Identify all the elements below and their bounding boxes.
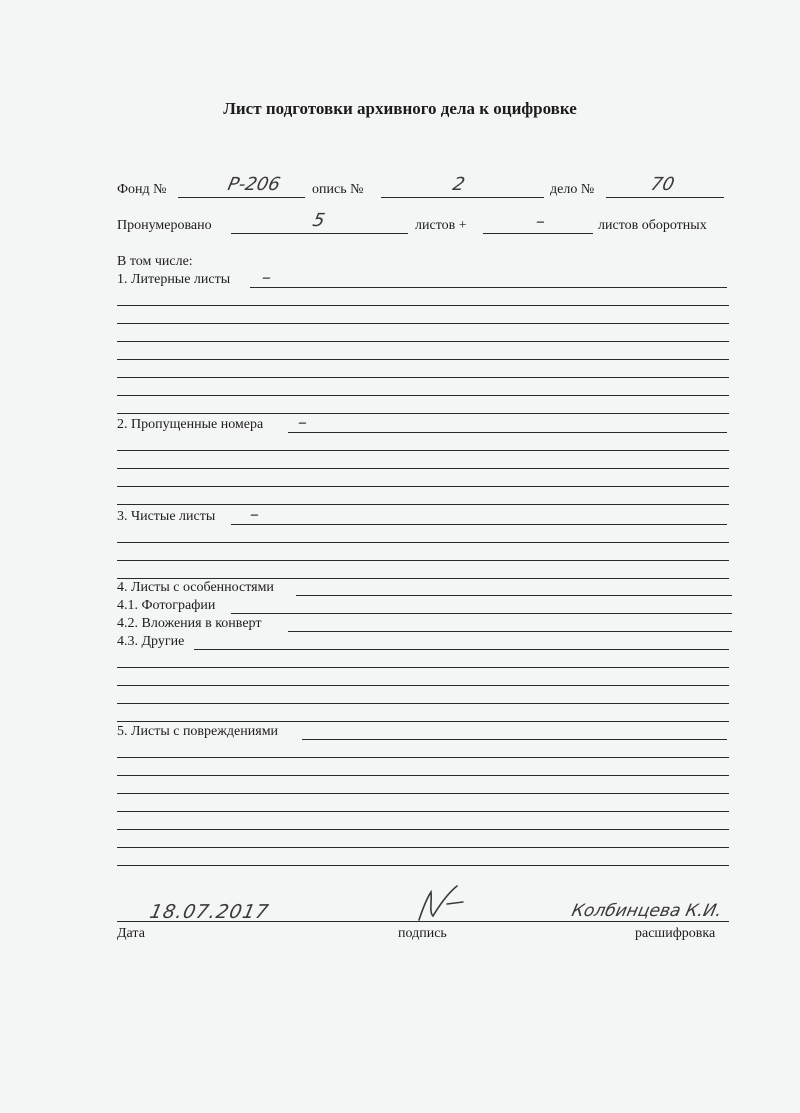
section2-underline: [288, 432, 727, 433]
numbered-value: 5: [310, 210, 327, 231]
numbered-label: Пронумеровано: [117, 218, 212, 233]
blank-line: [117, 793, 729, 794]
blank-line: [117, 865, 729, 866]
blank-line: [117, 504, 729, 505]
blank-line: [117, 560, 729, 561]
blank-line: [117, 413, 729, 414]
section42-label: 4.2. Вложения в конверт: [117, 616, 262, 631]
section3-value: –: [247, 504, 262, 525]
section41-underline: [231, 613, 732, 614]
section41-label: 4.1. Фотографии: [117, 598, 216, 613]
blank-line: [117, 323, 729, 324]
delo-underline: [606, 197, 724, 198]
blank-line: [117, 829, 729, 830]
section42-underline: [288, 631, 732, 632]
date-label: Дата: [117, 926, 145, 941]
delo-value: 70: [648, 174, 677, 195]
blank-line: [117, 341, 729, 342]
section2-value: –: [295, 412, 310, 433]
section43-label: 4.3. Другие: [117, 634, 185, 649]
blank-line: [117, 359, 729, 360]
section3-label: 3. Чистые листы: [117, 509, 216, 524]
section43-underline: [194, 649, 729, 650]
blank-line: [117, 450, 729, 451]
blank-line: [117, 775, 729, 776]
blank-line: [117, 811, 729, 812]
decoding-label: расшифровка: [635, 926, 716, 941]
blank-line: [117, 395, 729, 396]
section3-underline: [231, 524, 727, 525]
blank-line: [117, 486, 729, 487]
blank-line: [117, 468, 729, 469]
signature-label: подпись: [398, 926, 447, 941]
reverse-value: –: [533, 211, 548, 232]
section1-value: –: [259, 267, 274, 288]
blank-line: [117, 757, 729, 758]
reverse-underline: [483, 233, 593, 234]
delo-label: дело №: [550, 182, 595, 197]
opis-value: 2: [450, 174, 467, 195]
section1-underline: [250, 287, 727, 288]
including-label: В том числе:: [117, 254, 193, 269]
blank-line: [117, 578, 729, 579]
sheets-plus-label: листов +: [415, 218, 467, 233]
fond-label: Фонд №: [117, 182, 167, 197]
section4-label: 4. Листы с особенностями: [117, 580, 274, 595]
blank-line: [117, 721, 729, 722]
blank-line: [117, 703, 729, 704]
blank-line: [117, 667, 729, 668]
section1-label: 1. Литерные листы: [117, 272, 231, 287]
opis-underline: [381, 197, 544, 198]
opis-label: опись №: [312, 182, 364, 197]
section5-underline: [302, 739, 727, 740]
date-value: 18.07.2017: [147, 901, 272, 923]
numbered-underline: [231, 233, 408, 234]
blank-line: [117, 847, 729, 848]
fond-value: Р-206: [225, 174, 283, 195]
form-title: Лист подготовки архивного дела к оцифровке: [223, 99, 577, 118]
signature-image: [405, 880, 485, 926]
blank-line: [117, 305, 729, 306]
decoding-value: Колбинцева К.И.: [569, 901, 724, 921]
blank-line: [117, 542, 729, 543]
reverse-label: листов оборотных: [598, 218, 707, 233]
blank-line: [117, 685, 729, 686]
blank-line: [117, 377, 729, 378]
fond-underline: [178, 197, 305, 198]
section5-label: 5. Листы с повреждениями: [117, 724, 279, 739]
section4-underline: [296, 595, 732, 596]
section2-label: 2. Пропущенные номера: [117, 417, 264, 432]
